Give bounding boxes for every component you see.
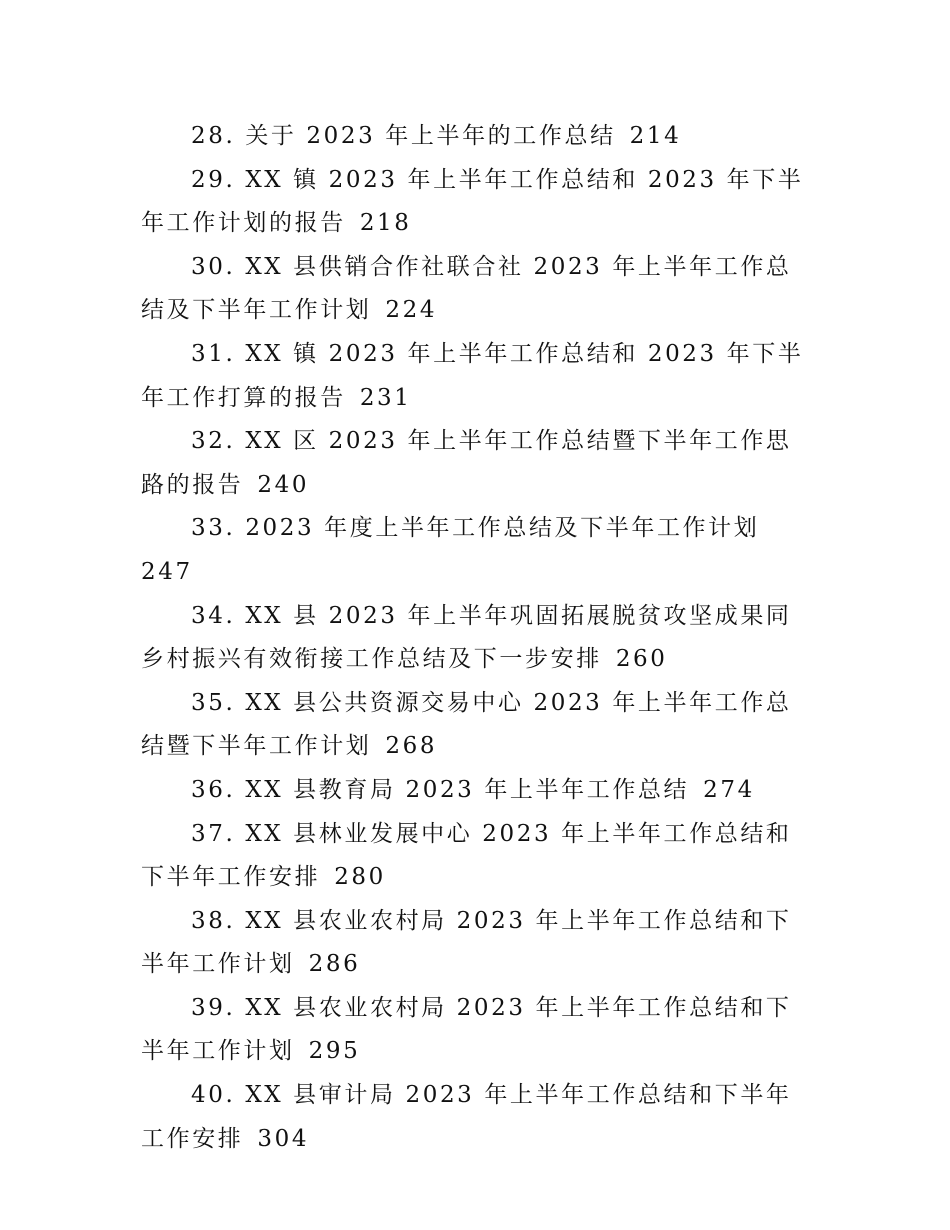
toc-entry-number: 35. [191, 689, 236, 716]
toc-entry-page: 260 [615, 646, 668, 673]
toc-entry-38[interactable] [141, 900, 809, 987]
toc-entry-40[interactable] [141, 1074, 809, 1161]
toc-entry-number: 34. [191, 602, 236, 629]
toc-entry-34[interactable] [141, 595, 809, 682]
toc-entry-title: XX 区 2023 年上半年工作总结暨下半年工作思路的报告 [141, 428, 792, 498]
table-of-contents [141, 115, 809, 1161]
toc-entry-title: 2023 年度上半年工作总结及下半年工作计划 [245, 515, 760, 542]
toc-entry-number: 31. [191, 340, 236, 367]
toc-entry-36[interactable] [141, 769, 809, 813]
toc-entry-35[interactable] [141, 682, 809, 769]
toc-entry-number: 28. [191, 123, 236, 149]
toc-entry-31[interactable] [141, 333, 809, 420]
toc-entry-title: XX 县 2023 年上半年巩固拓展脱贫攻坚成果同乡村振兴有效衔接工作总结及下一步安排 [141, 602, 792, 673]
toc-entry-39[interactable] [141, 987, 809, 1074]
toc-entry-page: 268 [385, 733, 438, 760]
toc-entry-title: XX 镇 2023 年上半年工作总结和 2023 年下半年工作打算的报告 [141, 340, 804, 411]
toc-entry-33[interactable] [141, 507, 809, 594]
toc-entry-page: 218 [359, 210, 412, 237]
toc-entry-number: 39. [191, 994, 236, 1021]
toc-entry-number: 29. [191, 166, 236, 193]
toc-entry-page: 240 [257, 471, 310, 498]
toc-entry-number: 40. [191, 1082, 236, 1109]
toc-entry-page: 286 [308, 951, 361, 978]
toc-entry-30[interactable] [141, 246, 809, 333]
toc-entry-number: 36. [191, 776, 236, 803]
toc-entry-number: 33. [191, 515, 236, 542]
toc-entry-page: 295 [308, 1038, 361, 1065]
toc-entry-title: XX 县林业发展中心 2023 年上半年工作总结和下半年工作安排 [141, 820, 792, 891]
toc-entry-title: XX 县农业农村局 2023 年上半年工作总结和下半年工作计划 [141, 907, 792, 978]
toc-entry-title: XX 县公共资源交易中心 2023 年上半年工作总结暨下半年工作计划 [141, 689, 792, 760]
toc-entry-32[interactable] [141, 420, 809, 507]
toc-entry-number: 30. [191, 253, 236, 280]
toc-entry-number: 38. [191, 907, 236, 934]
toc-entry-title: XX 县教育局 2023 年上半年工作总结 [245, 776, 690, 803]
toc-entry-page: 280 [334, 864, 386, 891]
toc-entry-page: 274 [703, 776, 755, 803]
toc-entry-29[interactable] [141, 159, 809, 246]
toc-entry-28[interactable] [141, 115, 809, 159]
toc-entry-title: XX 县供销合作社联合社 2023 年上半年工作总结及下半年工作计划 [141, 253, 792, 324]
toc-entry-title: 关于 2023 年上半年的工作总结 [245, 123, 616, 149]
toc-entry-page: 214 [629, 123, 682, 149]
toc-entry-number: 37. [191, 820, 236, 847]
toc-entry-page: 224 [385, 297, 438, 324]
toc-entry-number: 32. [191, 428, 236, 455]
toc-entry-page: 231 [359, 384, 412, 411]
toc-entry-title: XX 县农业农村局 2023 年上半年工作总结和下半年工作计划 [141, 994, 792, 1065]
toc-entry-page: 247 [141, 558, 193, 585]
toc-entry-title: XX 县审计局 2023 年上半年工作总结和下半年工作安排 [141, 1082, 792, 1152]
toc-entry-page: 304 [257, 1125, 310, 1152]
toc-entry-37[interactable] [141, 813, 809, 900]
toc-entry-title: XX 镇 2023 年上半年工作总结和 2023 年下半年工作计划的报告 [141, 166, 804, 237]
